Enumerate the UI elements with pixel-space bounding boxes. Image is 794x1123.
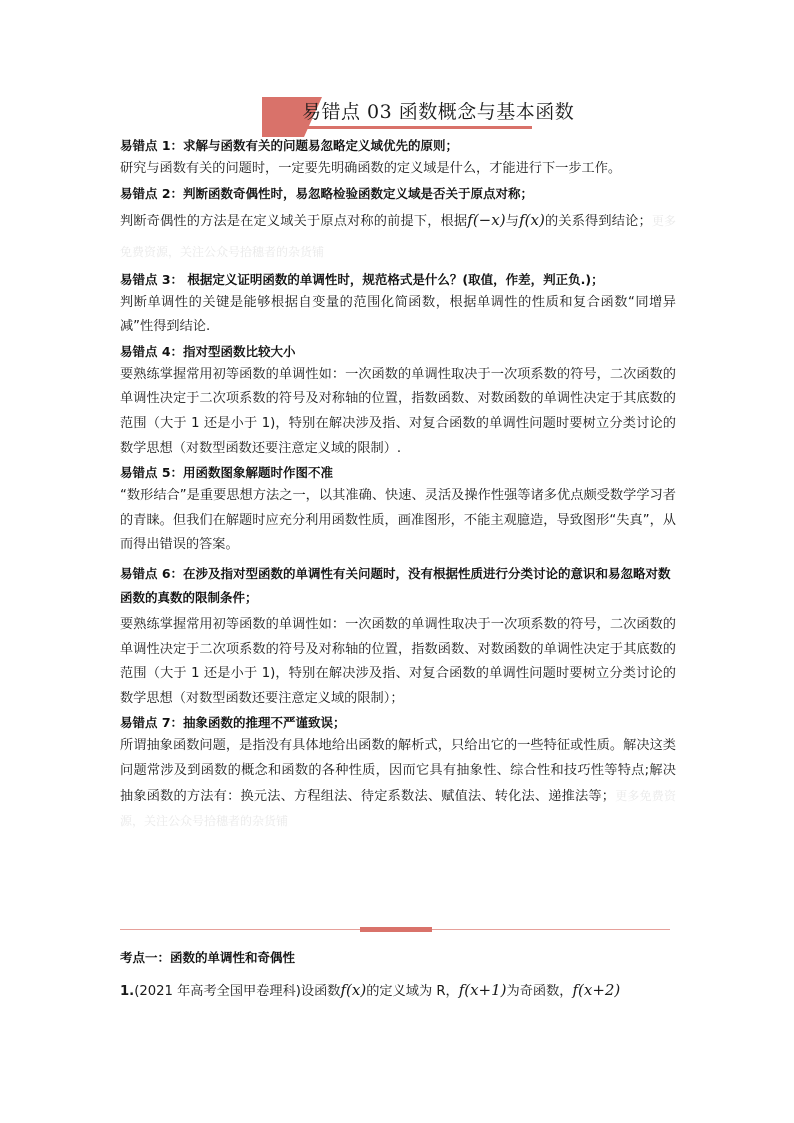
point-4-body: 要熟练掌握常用初等函数的单调性如：一次函数的单调性取决于一次项系数的符号，二次函数的单调性决定于二次项系数的符号及对称轴的位置，指数函数、对数函数的单调性决定于其底数的范围（大于 1 还是小于 1)，特别在解决涉及指、对复合函数的单调性问题时要树立分类讨论的数学思想（对数型函数还要注意定义域的限制）. — [120, 366, 676, 456]
math-f-x: f(x) — [340, 981, 367, 999]
watermark-text: 更多免费资源，关注公众号拾穗者的杂货铺 — [120, 213, 677, 259]
page-title: 易错点 03 函数概念与基本函数 — [302, 101, 575, 123]
point-4-heading: 易错点 4：指对型函数比较大小 — [120, 343, 296, 359]
point-7-text: 所谓抽象函数问题，是指没有具体地给出函数的解析式，只给出它的一些特征或性质。解决这类问题常涉及到函数的概念和函数的各种性质，因而它具有抽象性、综合性和技巧性等特点;解决抽象函数的方法有：换元法、方程组法、待定系数法、赋值法、转化法、递推法等； — [120, 738, 676, 804]
point-2-text-a: 判断奇偶性的方法是在定义域关于原点对称的前提下，根据 — [120, 213, 468, 229]
section-divider-accent — [360, 927, 432, 932]
question-text-c: 为奇函数， — [506, 984, 573, 999]
point-2-heading: 易错点 2：判断函数奇偶性时，易忽略检验函数定义域是否关于原点对称； — [120, 185, 534, 201]
point-3-heading: 易错点 3： 根据定义证明函数的单调性时，规范格式是什么？(取值，作差，判正负.)； — [120, 271, 604, 287]
point-7-body — [120, 734, 676, 834]
question-number: 1. — [120, 984, 135, 999]
point-5-body: “数形结合”是重要思想方法之一，以其准确、快速、灵活及操作性强等诸多优点颇受数学学习者的青睐。但我们在解题时应充分利用函数性质，画准图形，不能主观臆造，导致图形“失真”，从而得出错误的答案。 — [120, 488, 676, 553]
math-f-x: f(x) — [519, 210, 545, 229]
math-f-neg-x: f(−x) — [467, 210, 506, 229]
point-6-heading: 易错点 6：在涉及指对型函数的单调性有关问题时，没有根据性质进行分类讨论的意识和易忽略对数函数的真数的限制条件； — [120, 565, 671, 605]
question-source: (2021 年高考全国甲卷理科) — [134, 984, 301, 999]
point-7-heading: 易错点 7：抽象函数的推理不严谨致误； — [120, 715, 346, 731]
point-2-text-b: 与 — [505, 213, 520, 229]
point-2-body — [120, 205, 676, 268]
question-text-b: 的定义域为 R， — [366, 984, 459, 999]
question-1 — [120, 978, 680, 1004]
point-6-body: 要熟练掌握常用初等函数的单调性如：一次函数的单调性取决于一次项系数的符号，二次函数的单调性决定于二次项系数的符号及对称轴的位置，指数函数、对数函数的单调性决定于其底数的范围（大于 1 还是小于 1)，特别在解决涉及指、对复合函数的单调性问题时要树立分类讨论的数学思想（对数型函数还要注意定义域的限制）； — [120, 616, 676, 706]
point-3-body: 判断单调性的关键是能够根据自变量的范围化简函数，根据单调性的性质和复合函数“同增异减”性得到结论. — [120, 294, 676, 335]
point-2-text-c: 的关系得到结论； — [544, 213, 652, 229]
point-5-heading: 易错点 5：用函数图象解题时作图不准 — [120, 465, 334, 481]
watermark-text: 更多免费资源，关注公众号拾穗者的杂货铺 — [120, 788, 676, 829]
question-text-a: 设函数 — [300, 984, 341, 999]
math-f-x-plus-2: f(x+2) — [572, 981, 621, 999]
title-banner — [262, 97, 662, 137]
content — [120, 134, 676, 835]
point-1-body: 研究与函数有关的问题时，一定要先明确函数的定义域是什么，才能进行下一步工作。 — [120, 161, 622, 176]
math-f-x-plus-1: f(x+1) — [458, 981, 507, 999]
point-1-heading: 易错点 1：求解与函数有关的问题易忽略定义域优先的原则； — [120, 138, 459, 153]
section-title: 考点一：函数的单调性和奇偶性 — [120, 950, 296, 965]
